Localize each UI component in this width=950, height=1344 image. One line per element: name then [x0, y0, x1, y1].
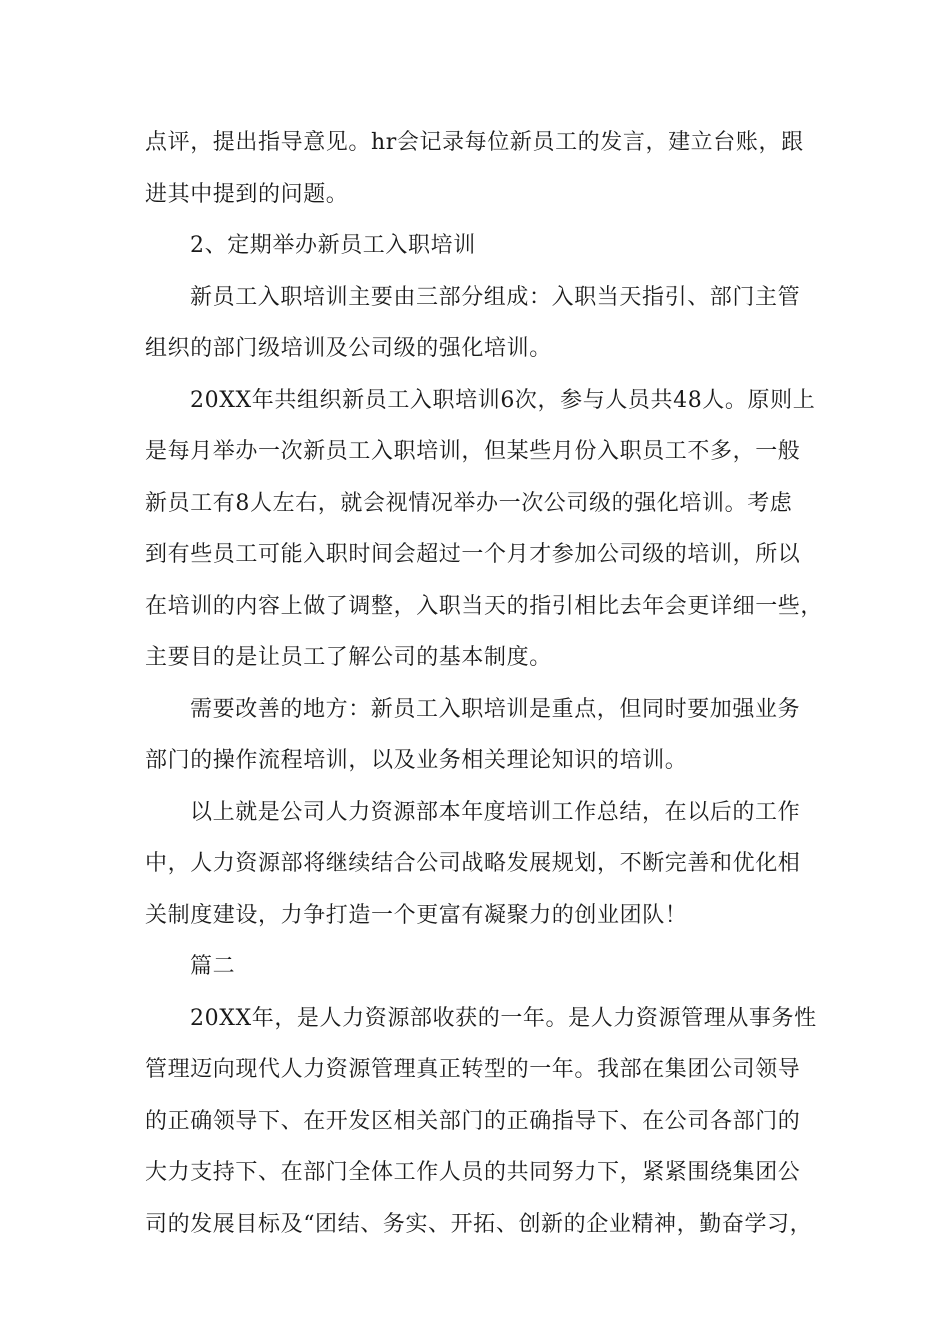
text-line-15: 中，人力资源部将继续结合公司战略发展规划，不断完善和优化相	[145, 851, 801, 876]
text-line-13: 部门的操作流程培训，以及业务相关理论知识的培训。	[145, 748, 688, 773]
text-line-16: 关制度建设，力争打造一个更富有凝聚力的创业团队！	[145, 902, 688, 928]
text-line-1: 点评，提出指导意见。hr会记录每位新员工的发言，建立台账，跟	[145, 130, 804, 155]
text-line-18: 20XX年，是人力资源部收获的一年。是人力资源管理从事务性	[190, 1005, 817, 1031]
text-line-19: 管理迈向现代人力资源管理真正转型的一年。我部在集团公司领导	[145, 1057, 801, 1082]
document-body	[145, 117, 824, 1250]
text-line-20: 的正确领导下、在开发区相关部门的正确指导下、在公司各部门的	[145, 1108, 801, 1134]
text-line-11: 主要目的是让员工了解公司的基本制度。	[145, 645, 552, 670]
text-line-22: 司的发展目标及“团结、务实、开拓、创新的企业精神，勤奋学习，	[145, 1211, 813, 1237]
text-line-14: 以上就是公司人力资源部本年度培训工作总结，在以后的工作	[190, 799, 801, 825]
article-heading: 篇二	[190, 954, 236, 979]
text-line-21: 大力支持下、在部门全体工作人员的共同努力下，紧紧围绕集团公	[145, 1160, 801, 1185]
text-line-6: 20XX年共组织新员工入职培训6次，参与人员共48人。原则上	[190, 387, 816, 413]
text-line-4: 新员工入职培训主要由三部分组成：入职当天指引、部门主管	[190, 284, 801, 310]
text-line-12: 需要改善的地方：新员工入职培训是重点，但同时要加强业务	[190, 696, 801, 722]
text-line-9: 到有些员工可能入职时间会超过一个月才参加公司级的培训，所以	[145, 542, 801, 567]
text-line-8: 新员工有8人左右，就会视情况举办一次公司级的强化培训。考虑	[145, 490, 793, 516]
text-line-5: 组织的部门级培训及公司级的强化培训。	[145, 336, 552, 361]
text-line-2: 进其中提到的问题。	[145, 181, 349, 207]
text-line-7: 是每月举办一次新员工入职培训，但某些月份入职员工不多，一般	[145, 439, 801, 464]
section-heading: 2、定期举办新员工入职培训	[190, 233, 476, 258]
text-line-10: 在培训的内容上做了调整，入职当天的指引相比去年会更详细一些，	[145, 593, 824, 619]
